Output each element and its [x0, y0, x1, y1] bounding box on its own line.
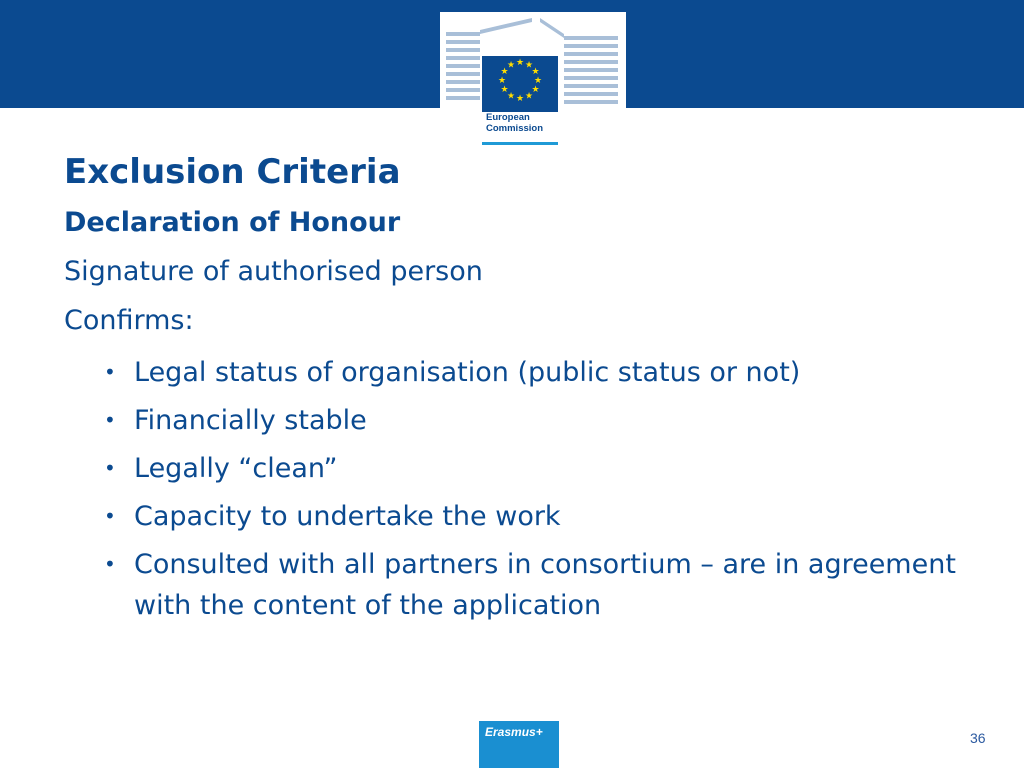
bullet-text: Legal status of organisation (public status or not) [134, 357, 801, 388]
bullet-dot-icon: • [104, 504, 116, 528]
bullet-item [100, 400, 980, 441]
bullet-dot-icon: • [104, 456, 116, 480]
european-commission-label [486, 112, 543, 134]
bullet-dot-icon: • [104, 408, 116, 432]
building-icon [440, 12, 626, 112]
svg-text:★: ★ [506, 91, 516, 102]
bullet-list [100, 352, 980, 633]
svg-text:★: ★ [500, 85, 509, 95]
erasmus-plus-logo [479, 718, 559, 768]
logo-line-2: Commission [486, 123, 544, 134]
bullet-dot-icon: • [104, 360, 116, 384]
logo-underline [482, 142, 558, 145]
page-number: 36 [970, 730, 986, 746]
svg-text:★: ★ [533, 76, 543, 86]
svg-text:★: ★ [515, 58, 525, 68]
bullet-item [100, 544, 980, 626]
body-text-signature: Signature of authorised person [64, 256, 483, 287]
body-text-confirms: Confirms: [64, 305, 194, 336]
bullet-item [100, 352, 980, 393]
svg-text:★: ★ [531, 67, 540, 77]
bullet-text: Financially stable [134, 405, 367, 436]
bullet-text: Legally “clean” [134, 453, 338, 484]
bullet-text: Consulted with all partners in consortium – are in agreement with the content of the application [134, 549, 956, 621]
svg-text:★: ★ [524, 91, 534, 102]
svg-text:★: ★ [531, 85, 540, 95]
slide-title: Exclusion Criteria [64, 152, 401, 192]
svg-text:★: ★ [524, 60, 534, 71]
svg-text:★: ★ [500, 67, 509, 77]
erasmus-plus-label: Erasmus+ [485, 725, 543, 739]
svg-text:★: ★ [497, 76, 507, 86]
bullet-dot-icon: • [104, 552, 116, 576]
bullet-text: Capacity to undertake the work [134, 501, 561, 532]
svg-text:★: ★ [506, 60, 516, 71]
slide-subtitle: Declaration of Honour [64, 207, 401, 238]
european-commission-logo [440, 12, 626, 148]
bullet-item [100, 448, 980, 489]
logo-line-1: European [486, 112, 530, 123]
bullet-item [100, 496, 980, 537]
svg-text:★: ★ [515, 94, 525, 104]
